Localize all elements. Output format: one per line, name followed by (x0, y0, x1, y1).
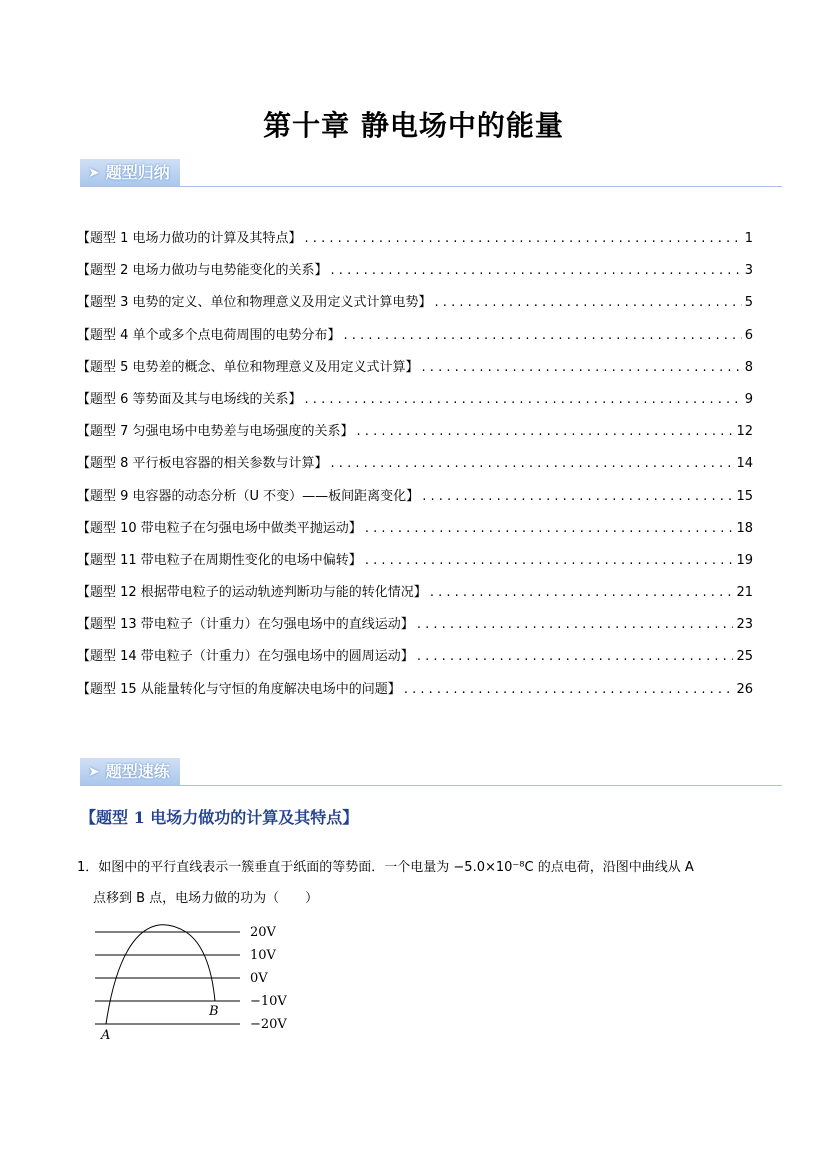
arrow-right-icon: ➤ (88, 764, 100, 780)
toc-entry[interactable] (77, 581, 753, 613)
question-text-line: 1．如图中的平行直线表示一簇垂直于纸面的等势面．一个电量为 −5.0×10⁻⁸C 的点电荷，沿图中曲线从 A (77, 860, 694, 875)
toc-entry[interactable] (77, 227, 753, 259)
toc-entry[interactable] (77, 452, 753, 484)
point-a-label: A (101, 1028, 111, 1043)
question-type-heading: 【题型 1 电场力做功的计算及其特点】 (80, 808, 359, 827)
toc-entry-label: 【题型 3 电势的定义、单位和物理意义及用定义式计算电势】 (77, 295, 432, 311)
toc-entry-page: 21 (736, 585, 753, 601)
page-title: 第十章 静电场中的能量 (263, 109, 564, 142)
section-header-summary (80, 159, 782, 189)
toc-leader-dots (404, 682, 734, 697)
toc-entry-label: 【题型 2 电场力做功与电势能变化的关系】 (77, 263, 328, 279)
toc-leader-dots (422, 489, 733, 504)
level-label: −20V (250, 1017, 287, 1032)
toc-entry[interactable] (77, 613, 753, 645)
toc-entry-label: 【题型 4 单个或多个点电荷周围的电势分布】 (77, 327, 341, 343)
toc-entry-page: 8 (744, 359, 753, 375)
toc-entry[interactable] (77, 291, 753, 323)
section-divider (80, 785, 782, 786)
arrow-right-icon: ➤ (88, 165, 100, 181)
equipotential-figure (92, 920, 302, 1045)
toc-entry-page: 25 (736, 649, 753, 665)
toc-leader-dots (430, 585, 734, 600)
toc-entry-label: 【题型 11 带电粒子在周期性变化的电场中偏转】 (77, 552, 362, 568)
toc-entry-page: 19 (736, 552, 753, 568)
question-text-line: 点移到 B 点，电场力做的功为（ ） (93, 891, 319, 906)
toc-entry-page: 26 (736, 681, 753, 697)
point-b-label: B (209, 1004, 219, 1019)
toc-entry-page: 6 (744, 327, 753, 343)
toc-entry[interactable] (77, 356, 753, 388)
toc-entry-label: 【题型 9 电容器的动态分析（U 不变）——板间距离变化】 (77, 488, 420, 504)
toc-entry-page: 5 (744, 295, 753, 311)
toc-entry-label: 【题型 1 电场力做功的计算及其特点】 (77, 231, 302, 246)
level-label: 0V (250, 971, 268, 986)
toc-leader-dots (331, 263, 742, 278)
toc-entry[interactable] (77, 259, 753, 291)
toc-entry-label: 【题型 10 带电粒子在匀强电场中做类平抛运动】 (77, 520, 362, 536)
toc-leader-dots (344, 328, 742, 343)
toc-entry[interactable] (77, 517, 753, 549)
section-title: 题型归纳 (105, 163, 170, 182)
toc-entry[interactable] (77, 485, 753, 517)
toc-entry[interactable] (77, 324, 753, 356)
toc-entry[interactable] (77, 420, 753, 452)
toc-entry-page: 9 (744, 391, 753, 407)
toc-leader-dots (305, 392, 742, 407)
section-header-practice (80, 758, 782, 788)
toc-leader-dots (305, 231, 742, 246)
section-tab (80, 758, 180, 786)
toc-entry-label: 【题型 6 等势面及其与电场线的关系】 (77, 391, 302, 407)
toc-leader-dots (365, 521, 734, 536)
toc-entry-page: 15 (736, 488, 753, 504)
toc-entry[interactable] (77, 549, 753, 581)
toc-entry-page: 23 (736, 617, 753, 633)
toc-leader-dots (435, 295, 742, 310)
toc-entry-label: 【题型 8 平行板电容器的相关参数与计算】 (77, 456, 328, 472)
toc-leader-dots (331, 456, 734, 471)
level-label: 20V (250, 925, 276, 940)
level-label: 10V (250, 948, 276, 963)
toc-leader-dots (357, 424, 734, 439)
toc-entry-page: 18 (736, 520, 753, 536)
toc-entry-label: 【题型 5 电势差的概念、单位和物理意义及用定义式计算】 (77, 359, 419, 375)
toc-entry-page: 1 (744, 231, 753, 246)
section-divider (80, 186, 782, 187)
section-tab (80, 159, 180, 187)
table-of-contents (77, 227, 753, 710)
toc-entry-page: 3 (744, 263, 753, 279)
toc-entry-label: 【题型 13 带电粒子（计重力）在匀强电场中的直线运动】 (77, 617, 414, 633)
section-title: 题型速练 (105, 762, 170, 781)
toc-leader-dots (417, 649, 734, 664)
toc-leader-dots (422, 360, 742, 375)
toc-entry-page: 14 (736, 456, 753, 472)
toc-entry[interactable] (77, 678, 753, 710)
toc-entry-label: 【题型 7 匀强电场中电势差与电场强度的关系】 (77, 424, 354, 440)
toc-entry-page: 12 (736, 424, 753, 440)
toc-entry-label: 【题型 14 带电粒子（计重力）在匀强电场中的圆周运动】 (77, 649, 414, 665)
toc-entry-label: 【题型 15 从能量转化与守恒的角度解决电场中的问题】 (77, 681, 401, 697)
toc-entry-label: 【题型 12 根据带电粒子的运动轨迹判断功与能的转化情况】 (77, 585, 427, 601)
toc-entry[interactable] (77, 645, 753, 677)
trajectory-curve (106, 925, 215, 1024)
toc-leader-dots (365, 553, 734, 568)
question-1 (77, 852, 757, 914)
level-label: −10V (250, 994, 287, 1009)
toc-entry[interactable] (77, 388, 753, 420)
toc-leader-dots (417, 617, 734, 632)
